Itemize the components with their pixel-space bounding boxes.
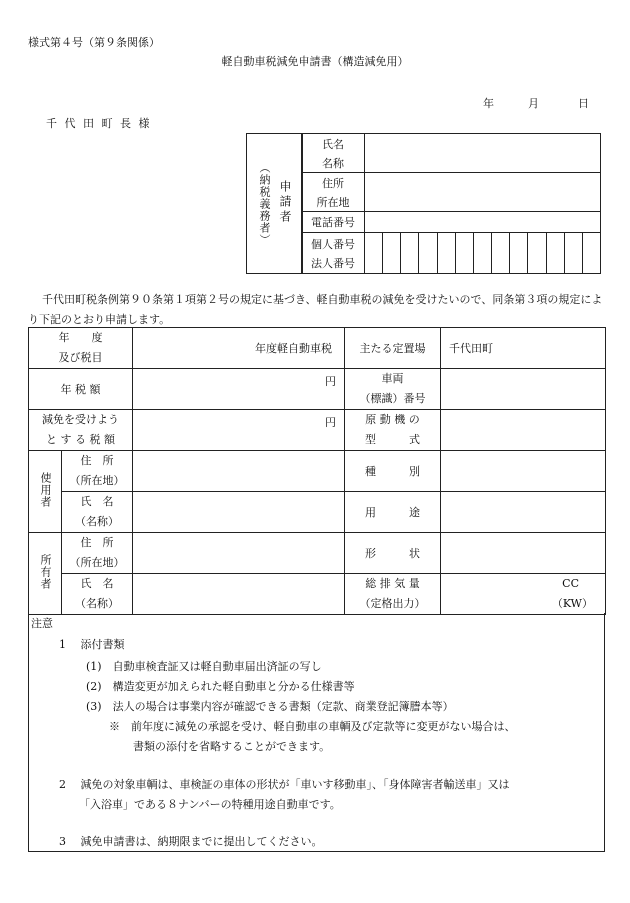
location-field[interactable] [441, 328, 606, 369]
body-shape-label: 形 状 [345, 533, 441, 574]
user-label: 使用者 [39, 472, 52, 508]
body-shape-field[interactable] [441, 533, 606, 574]
cc-unit: CC [562, 577, 579, 590]
date-day: 日 [578, 97, 589, 110]
town-text: 千代田町 [449, 342, 493, 355]
id-digit-box[interactable] [528, 233, 546, 273]
kw-unit: （KW） [551, 597, 593, 610]
fiscal-year-label [29, 328, 133, 369]
form-title: 軽自動車税減免申請書（構造減免用） [221, 55, 409, 68]
id-label-2: 法人番号 [311, 256, 355, 270]
id-digit-box[interactable] [401, 233, 419, 273]
fiscal-year-label-1: 年 度 [58, 331, 103, 344]
note-2b: 「入浴車」である８ナンバーの特種用途自動車です。 [79, 798, 341, 811]
note-1-1: (1) 自動車検査証又は軽自動車届出済証の写し [86, 660, 322, 673]
form-number: 様式第４号（第９条関係） [28, 36, 160, 49]
engine-model-field[interactable] [441, 410, 606, 451]
owner-address-label [62, 533, 133, 574]
annual-tax-label: 年 税 額 [29, 369, 133, 410]
applicant-table [301, 133, 601, 274]
taxpayer-label: （納税義務者） [258, 162, 271, 246]
note-1-4b: 書類の添付を省略することができます。 [133, 740, 331, 753]
displacement-label-1: 総 排 気 量 [365, 577, 420, 590]
note-1-4a: ※ 前年度に減免の承認を受け、軽自動車の車輌及び定款等に変更がない場合は、 [109, 720, 516, 733]
id-digit-box[interactable] [419, 233, 437, 273]
plate-number-field[interactable] [441, 369, 606, 410]
category-label: 種 別 [345, 451, 441, 492]
address-label [302, 173, 365, 212]
reduction-amount-field[interactable] [133, 410, 345, 451]
id-digit-box[interactable] [383, 233, 401, 273]
plate-number-label [345, 369, 441, 410]
owner-name-label-1: 氏 名 [80, 577, 114, 590]
user-address-label [62, 451, 133, 492]
note-1-2: (2) 構造変更が加えられた軽自動車と分かる仕様書等 [86, 680, 355, 693]
yen-unit: 円 [325, 375, 336, 388]
id-label-1: 個人番号 [311, 237, 355, 251]
plate-label-2: （標識）番号 [359, 392, 426, 405]
user-name-label-1: 氏 名 [80, 495, 114, 508]
address-label-2: 所在地 [316, 195, 350, 209]
id-digit-box[interactable] [456, 233, 474, 273]
id-digit-box[interactable] [510, 233, 528, 273]
notes-box [28, 613, 605, 852]
note-1: 1 添付書類 [59, 638, 125, 651]
notes-heading: 注意 [31, 617, 53, 630]
reduction-label-1: 減免を受けよう [42, 413, 119, 426]
name-label-2: 名称 [322, 156, 344, 170]
note-1-3: (3) 法人の場合は事業内容が確認できる書類（定款、商業登記簿謄本等） [86, 700, 454, 713]
user-address-label-2: （所在地） [69, 474, 125, 487]
id-digit-box[interactable] [583, 233, 600, 273]
id-digit-box[interactable] [474, 233, 492, 273]
date-month: 月 [528, 97, 539, 110]
reduction-amount-label [29, 410, 133, 451]
id-digit-box[interactable] [565, 233, 583, 273]
usage-field[interactable] [441, 492, 606, 533]
owner-group-label [29, 533, 62, 615]
engine-model-label [345, 410, 441, 451]
fiscal-year-field[interactable] [133, 328, 345, 369]
fiscal-year-label-2: 及び税目 [58, 351, 103, 364]
reduction-label-2: と す る 税 額 [46, 433, 115, 446]
id-digit-box[interactable] [365, 233, 383, 273]
address-field[interactable] [365, 173, 601, 212]
id-number-label [302, 233, 365, 274]
user-group-label [29, 451, 62, 533]
owner-label: 所有者 [39, 554, 52, 590]
name-field[interactable] [365, 134, 601, 173]
owner-name-label-2: （名称） [75, 597, 119, 610]
id-number-field[interactable] [365, 233, 601, 274]
owner-address-label-2: （所在地） [69, 556, 125, 569]
usage-label: 用 途 [345, 492, 441, 533]
date-year: 年 [483, 97, 494, 110]
displacement-field[interactable] [441, 574, 606, 615]
name-label [302, 134, 365, 173]
id-number-boxes [365, 233, 600, 273]
category-field[interactable] [441, 451, 606, 492]
year-tax-text: 年度軽自動車税 [255, 342, 332, 355]
id-digit-box[interactable] [438, 233, 456, 273]
user-name-field[interactable] [133, 492, 345, 533]
name-label-1: 氏名 [322, 137, 344, 151]
owner-name-field[interactable] [133, 574, 345, 615]
addressee: 千 代 田 町 長 様 [46, 117, 152, 130]
location-label: 主たる定置場 [345, 328, 441, 369]
engine-label-2: 型 式 [365, 433, 420, 446]
user-address-field[interactable] [133, 451, 345, 492]
id-digit-box[interactable] [547, 233, 565, 273]
vehicle-table [28, 327, 606, 615]
displacement-label [345, 574, 441, 615]
user-address-label-1: 住 所 [80, 454, 114, 467]
owner-name-label [62, 574, 133, 615]
owner-address-field[interactable] [133, 533, 345, 574]
id-digit-box[interactable] [492, 233, 510, 273]
engine-label-1: 原 動 機 の [365, 413, 420, 426]
annual-tax-field[interactable] [133, 369, 345, 410]
phone-label: 電話番号 [302, 212, 365, 233]
displacement-label-2: （定格出力） [359, 597, 426, 610]
user-name-label-2: （名称） [75, 515, 119, 528]
owner-address-label-1: 住 所 [80, 536, 114, 549]
user-name-label [62, 492, 133, 533]
yen-unit: 円 [325, 416, 336, 429]
intro-text: 千代田町税条例第９０条第１項第２号の規定に基づき、軽自動車税の減免を受けたいので、同条第３項の規定により下記のとおり申請します。 [28, 293, 603, 326]
address-label-1: 住所 [322, 176, 344, 190]
phone-field[interactable] [365, 212, 601, 233]
plate-label-1: 車両 [381, 372, 404, 385]
note-3: 3 減免申請書は、納期限までに提出してください。 [59, 835, 323, 848]
note-2a: 2 減免の対象車輌は、車検証の車体の形状が「車いす移動車」、「身体障害者輸送車」又は [59, 778, 510, 791]
applicant-label: 申請者 [278, 180, 292, 225]
applicant-side-box [246, 133, 303, 274]
